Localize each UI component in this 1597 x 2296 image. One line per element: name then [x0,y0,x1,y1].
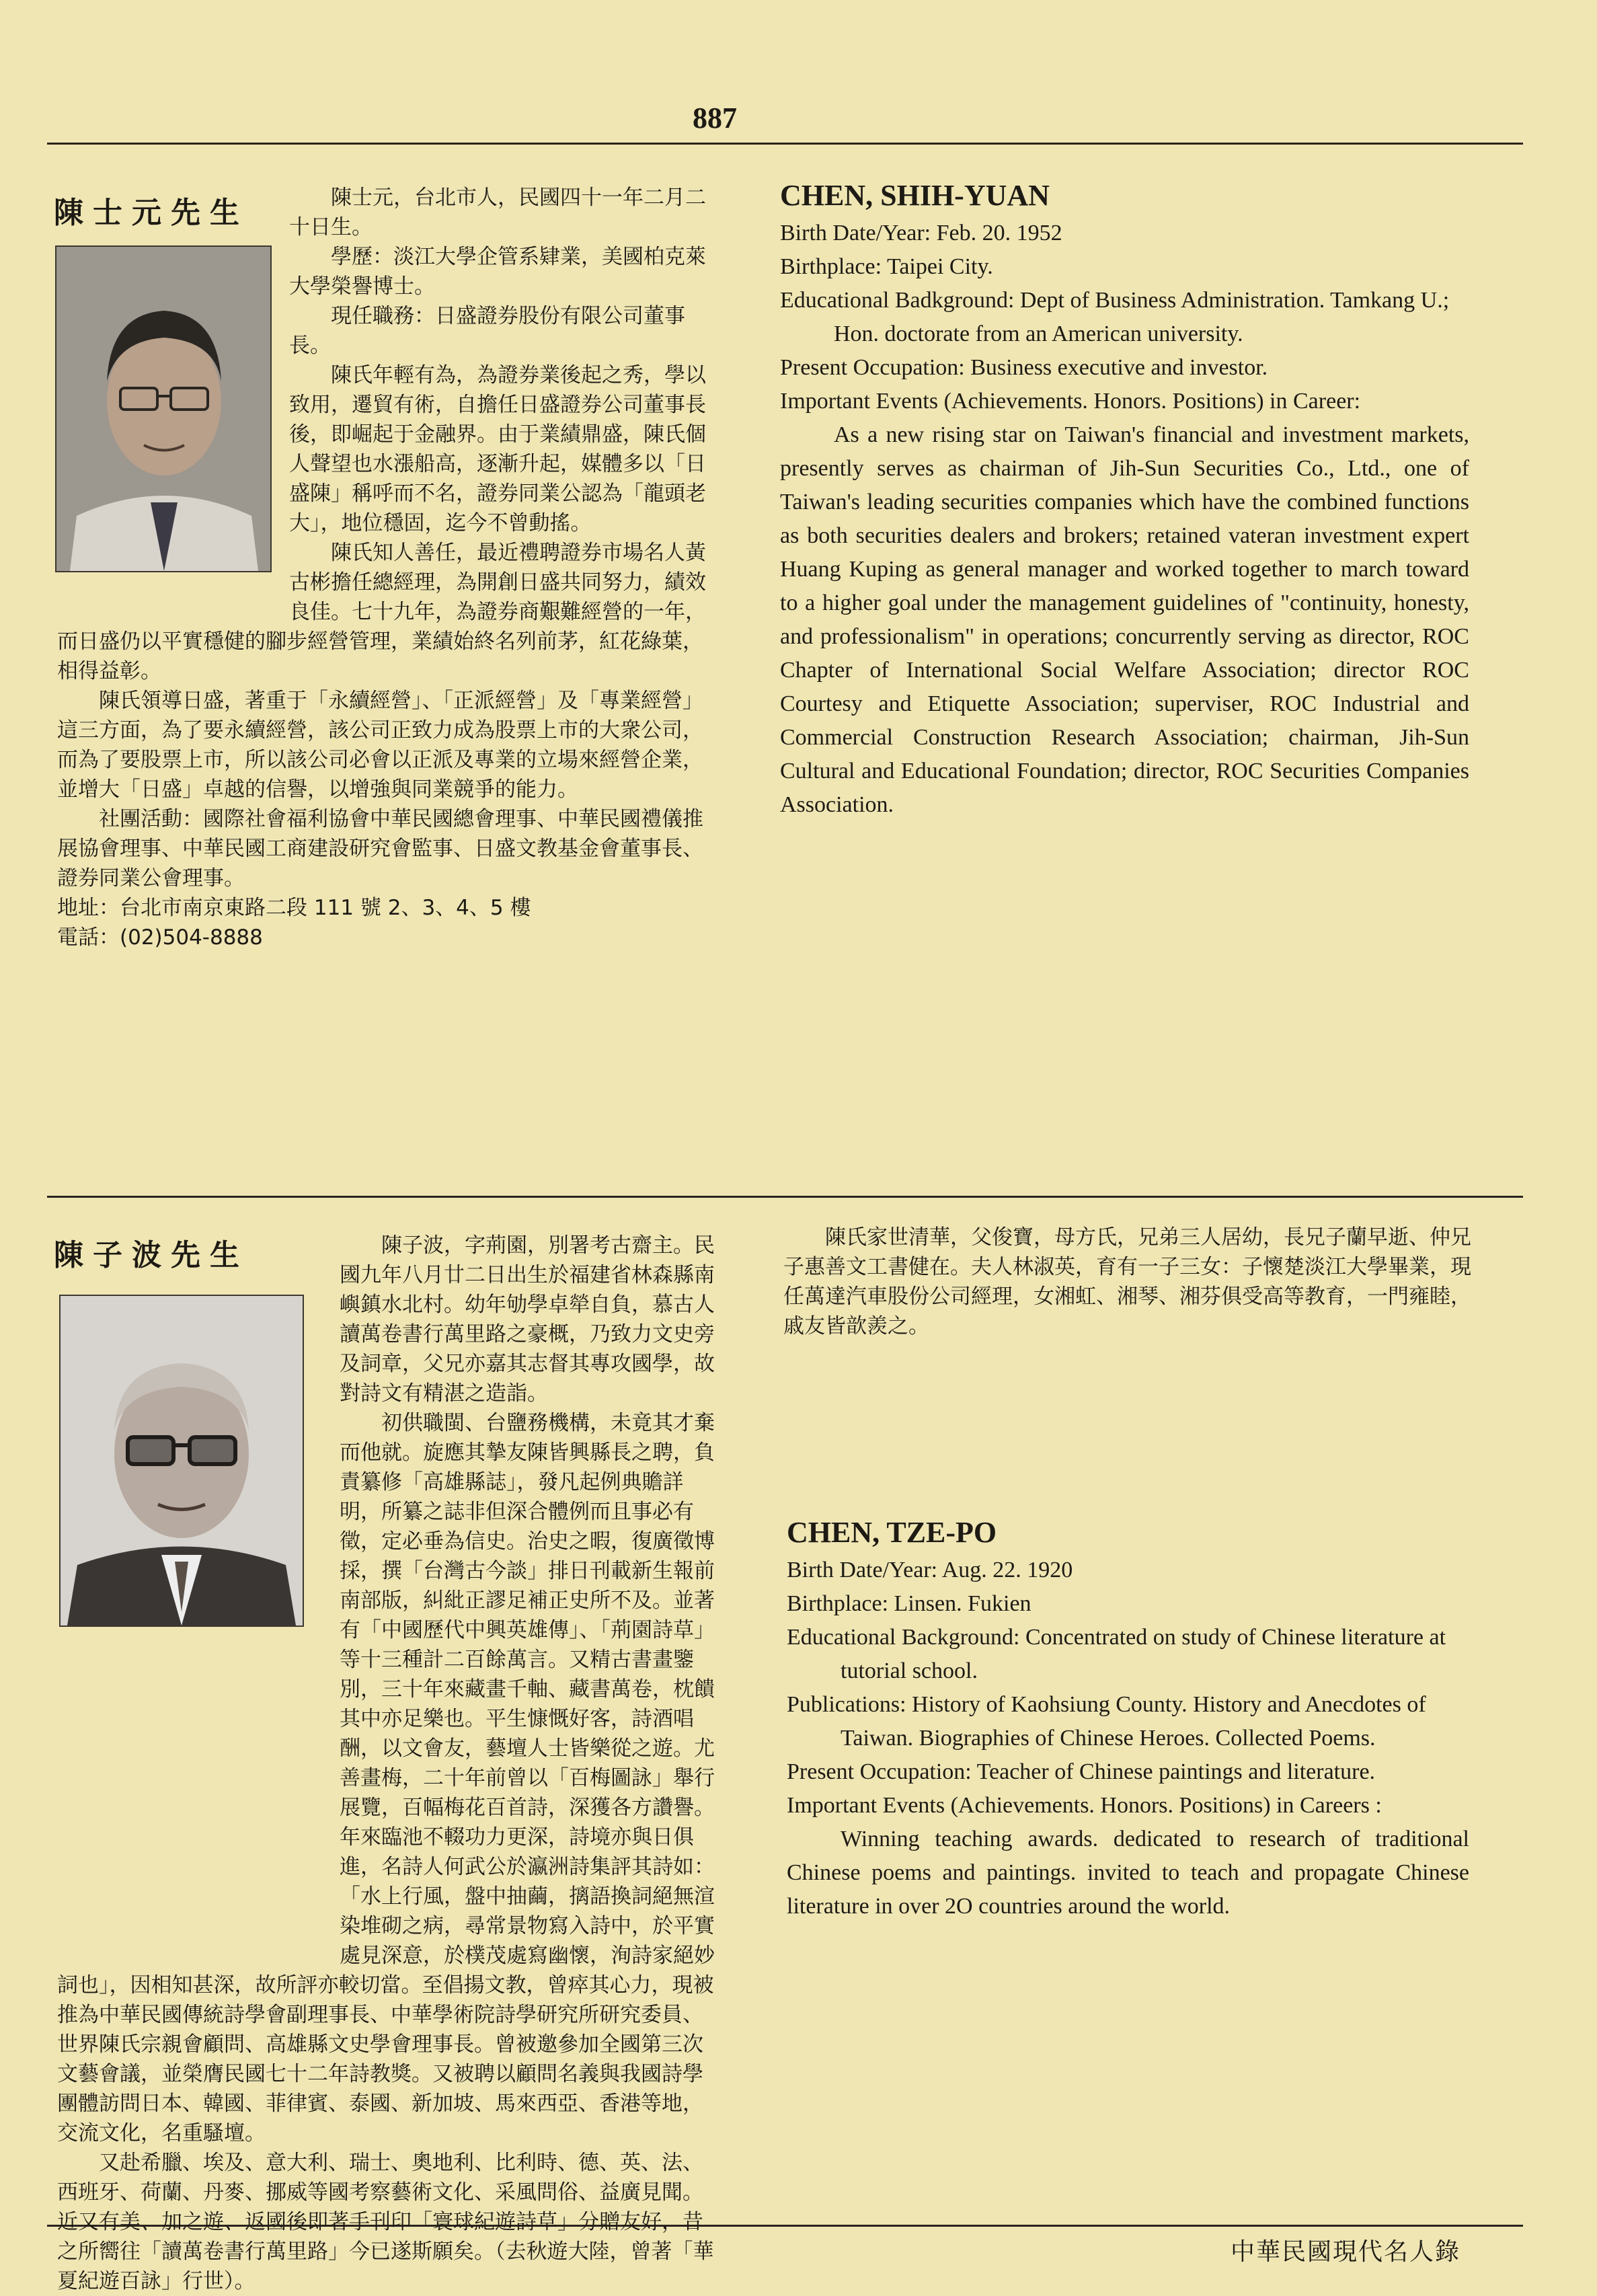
entry2-birthplace: Birthplace: Linsen. Fukien [787,1591,1031,1616]
entry1-phone: 電話：(02)504-8888 [57,925,263,950]
entry1-birthplace: Birthplace: Taipei City. [780,254,993,279]
entry2-chinese-text-continued [783,1223,1476,1505]
entry2-english-name: CHEN, TZE-PO [787,1516,997,1549]
entry1-chinese-name: 陳士元先生 [54,196,249,230]
entry2-chinese-name: 陳子波先生 [54,1238,249,1272]
entry2-occupation: Present Occupation: Teacher of Chinese paintings and literature. [787,1759,1376,1784]
entry1-chinese-paragraph: 學歷：淡江大學企管系肄業，美國柏克萊大學榮譽博士。 [289,245,706,299]
entry1-chinese-paragraph: 現任職務：日盛證券股份有限公司董事長。 [289,304,685,358]
entry2-chinese-paragraph: 陳子波，字荊園，別署考古齋主。民國九年八月廿二日出生於福建省林森縣南嶼鎮水北村。幼年劬學卓犖自負，慕古人讀萬卷書行萬里路之豪概，乃致力文史旁及詞章，父兄亦嘉其志督其專攻國學，故對詩文有精湛之造詣。 [340,1233,715,1406]
top-rule [47,143,1523,145]
entry1-birth-date: Birth Date/Year: Feb. 20. 1952 [780,221,1062,245]
entry2-chinese-paragraph: 又赴希臘、埃及、意大利、瑞士、奧地利、比利時、德、英、法、西班牙、荷蘭、丹麥、挪威等國考察藝術文化、采風問俗、益廣見聞。近又有美、加之遊、返國後即著手刊印「寰球紀遊詩草」分贈友好，昔之所嚮往「讀萬卷書行萬里路」今已遂斯願矣。（去秋遊大陸，曾著「華夏紀遊百詠」行世）。 [57,2151,714,2293]
entry1-chinese-paragraph: 陳氏領導日盛，著重于「永續經營」、「正派經營」及「專業經營」這三方面，為了要永續經營，該公司正致力成為股票上市的大衆公司，而為了要股票上市，所以該公司必會以正派及專業的立場來經營企業，並增大「日盛」卓越的信譽，以增強與同業競爭的能力。 [57,689,703,802]
entry2-chinese-paragraph: 初供職閩、台鹽務機構，未竟其才棄而他就。旋應其摯友陳皆興縣長之聘，負責纂修「高雄縣誌」，發凡起例典贍詳明，所纂之誌非但深合體例而且事必有徵，定必垂為信史。治史之暇，復廣徵博採，撰「台灣古今談」排日刊載新生報前南部版，糾紕正謬足補正史所不及。並著有「中國歷代中興英雄傳」、「荊園詩草」等十三種計二百餘萬言。又精古書畫鑒別，三十年來藏畫千軸、藏書萬卷，枕饋其中亦足樂也。平生慷慨好客，詩酒唱酬，以文會友，藝壇人士皆樂從之遊。尤善畫梅，二十年前曾以「百梅圖詠」舉行展覽，百幅梅花百首詩，深獲各方讚譽。年來臨池不輟功力更深，詩境亦與日俱進，名詩人何武公於瀛洲詩集評其詩如：「水上行風，盤中抽繭，摛語換詞絕無渲染堆砌之病，尋常景物寫入詩中，於平實處見深意，於樸茂處寫幽懷，洵詩家絕妙詞也」，因相知甚深，故所評亦較切當。至倡揚文教，曾瘁其心力，現被推為中華民國傳統詩學會副理事長、中華學術院詩學研究所研究委員、世界陳氏宗親會顧問、高雄縣文史學會理事長。曾被邀參加全國第三次文藝會議，並榮膺民國七十二年詩教獎。又被聘以顧問名義與我國詩學團體訪問日本、韓國、菲律賓、泰國、新加坡、馬來西亞、香港等地，交流文化，名重騷壇。 [57,1411,715,2145]
entry1-events-heading: Important Events (Achievements. Honors. Positions) in Career: [780,389,1361,414]
entry1-address: 地址：台北市南京東路二段 111 號 2、3、4、5 樓 [57,896,531,920]
entry1-education: Educational Badkground: Dept of Business Administration. Tamkang U.; Hon. doctorate from an American university. [780,288,1450,346]
entry2-education: Educational Background: Concentrated on study of Chinese literature at tutorial school. [787,1625,1446,1683]
entry1-chinese-paragraph: 陳氏知人善任，最近禮聘證券市場名人黃古彬擔任總經理，為開創日盛共同努力，績效良佳。七十九年，為證券商艱難經營的一年，而日盛仍以平實穩健的腳步經營管理，業績始終名列前茅，紅花綠葉，相得益彰。 [57,541,706,683]
entry2-english-block [787,1513,1469,1923]
entry2-events-heading: Important Events (Achievements. Honors. Positions) in Careers : [787,1793,1382,1818]
entry2-chinese-paragraph: 陳氏家世清華，父俊寶，母方氏，兄弟三人居幼，長兄子蘭早逝、仲兄子惠善文工書健在。夫人林淑英，育有一子三女：子懷楚淡江大學畢業，現任萬達汽車股份公司經理，女湘虹、湘琴、湘芬俱受高等教育，一門雍睦，戚友皆歆羨之。 [783,1225,1471,1338]
entry1-chinese-text [57,183,713,1098]
entry2-birth-date: Birth Date/Year: Aug. 22. 1920 [787,1558,1073,1582]
entry1-chinese-paragraph: 陳士元，台北市人，民國四十一年二月二十日生。 [289,186,706,239]
entry1-chinese-paragraph: 社團活動：國際社會福利協會中華民國總會理事、中華民國禮儀推展協會理事、中華民國工商建設研究會監事、日盛文教基金會董事長、證券同業公會理事。 [57,807,703,890]
middle-rule [47,1196,1523,1198]
entry2-chinese-text [57,1231,723,2293]
entry1-english-block [780,176,1469,822]
entry2-english-body: Winning teaching awards. dedicated to research of traditional Chinese poems and paintings. invited to teach and propagate Chinese literature in over 2O countries around the world. [787,1827,1469,1919]
entry1-english-name: CHEN, SHIH-YUAN [780,179,1050,212]
entry2-publications: Publications: History of Kaohsiung County. History and Anecdotes of Taiwan. Biographies of Chinese Heroes. Collected Poems. [787,1692,1426,1751]
entry1-english-body: As a new rising star on Taiwan's financial and investment markets, presently serves as chairman of Jih-Sun Securities Co., Ltd., one of Taiwan's leading securities companies which have the combined functions as both securities dealers and brokers; retained vateran investment expert Huang Kuping as general manager and worked together to march toward to a higher goal under the management guidelines of "continuity, honesty, and professionalism" in operations; concurrently serving as director, ROC Chapter of International Social Welfare Association; director ROC Courtesy and Etiquette Association; superviser, ROC Industrial and Commercial Construction Research Association; chairman, Jih-Sun Cultural and Educational Foundation; director, ROC Securities Companies Association. [780,422,1469,817]
footer-book-title: 中華民國現代名人錄 [1231,2238,1461,2266]
page-number: 887 [693,102,737,135]
entry1-occupation: Present Occupation: Business executive and investor. [780,355,1268,380]
entry1-chinese-paragraph: 陳氏年輕有為，為證券業後起之秀，學以致用，遷貿有術，自擔任日盛證券公司董事長後，即崛起于金融界。由于業績鼎盛，陳氏個人聲望也水漲船高，逐漸升起，媒體多以「日盛陳」稱呼而不名，證券同業公認為「龍頭老大」，地位穩固，迄今不曾動搖。 [289,363,706,535]
